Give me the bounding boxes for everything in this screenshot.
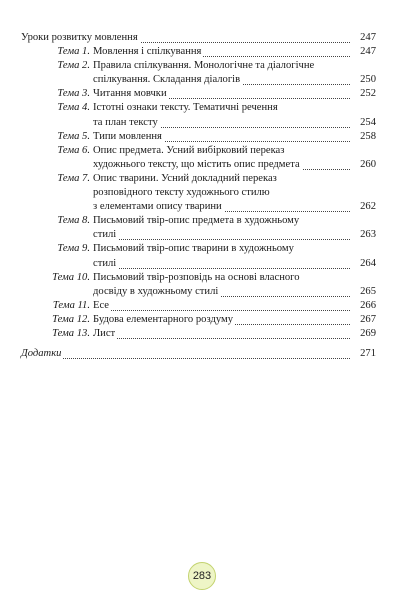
topic-label: Тема 8. bbox=[57, 215, 90, 227]
topic-title-line: Читання мовчки bbox=[93, 87, 169, 101]
appendix-page: 271 bbox=[358, 347, 376, 361]
topic-line bbox=[93, 59, 376, 73]
topic-title-line: та план тексту bbox=[93, 116, 160, 130]
topic-line bbox=[93, 214, 376, 228]
toc-entry bbox=[21, 144, 376, 172]
topic-title-line: Істотні ознаки тексту. Тематичні речення bbox=[93, 101, 280, 115]
topic-title-line: Лист bbox=[93, 327, 117, 341]
topic-title-line: художнього тексту, що містить опис предмета bbox=[93, 158, 302, 172]
topic-title-line: Опис тварини. Усний докладний переказ bbox=[93, 172, 279, 186]
topic-line bbox=[93, 271, 376, 285]
topic-line bbox=[93, 172, 376, 186]
topic-title-line: Есе bbox=[93, 299, 111, 313]
topic-line bbox=[93, 45, 376, 59]
leader-dots bbox=[93, 268, 350, 269]
topic-title-line: з елементами опису тварини bbox=[93, 200, 224, 214]
topic-title-line: Будова елементарного роздуму bbox=[93, 313, 235, 327]
topic-line bbox=[93, 327, 376, 341]
topic-title-line: Правила спілкування. Монологічне та діалогічне bbox=[93, 59, 316, 73]
topic-text bbox=[93, 59, 376, 87]
topic-text bbox=[93, 45, 376, 59]
appendix-row bbox=[21, 347, 376, 361]
topic-title-line: Письмовий твір-розповідь на основі власного bbox=[93, 271, 302, 285]
topic-label: Тема 9. bbox=[57, 243, 90, 255]
topic-text bbox=[93, 144, 376, 172]
topic-page: 266 bbox=[358, 299, 376, 313]
section-page: 247 bbox=[358, 31, 376, 45]
section-title: Уроки розвитку мовлення bbox=[21, 31, 140, 45]
toc-entry bbox=[21, 313, 376, 327]
topic-line bbox=[93, 144, 376, 158]
topic-text bbox=[93, 313, 376, 327]
topic-page: 265 bbox=[358, 285, 376, 299]
section-heading-row bbox=[21, 31, 376, 45]
topic-line bbox=[93, 200, 376, 214]
topic-label: Тема 13. bbox=[52, 327, 90, 339]
toc-entry bbox=[21, 214, 376, 242]
topic-line bbox=[93, 158, 376, 172]
topic-title-line: стилі bbox=[93, 228, 118, 242]
entries-list bbox=[21, 45, 376, 341]
topic-title-line: Типи мовлення bbox=[93, 130, 164, 144]
topic-page: 267 bbox=[358, 313, 376, 327]
page-number-badge: 283 bbox=[188, 562, 216, 590]
toc-entry bbox=[21, 130, 376, 144]
leader-dots bbox=[93, 310, 350, 311]
topic-title-line: розповідного тексту художнього стилю bbox=[93, 186, 272, 200]
topic-title-line: Письмовий твір-опис тварини в художньому bbox=[93, 242, 296, 256]
topic-label: Тема 4. bbox=[57, 102, 90, 114]
topic-label: Тема 7. bbox=[57, 172, 90, 184]
topic-label: Тема 5. bbox=[57, 130, 90, 142]
topic-text bbox=[93, 101, 376, 129]
leader-dots bbox=[21, 358, 350, 359]
toc-entry bbox=[21, 45, 376, 59]
topic-line bbox=[93, 242, 376, 256]
topic-page: 263 bbox=[358, 228, 376, 242]
toc-entry bbox=[21, 172, 376, 214]
leader-dots bbox=[93, 239, 350, 240]
toc-entry bbox=[21, 59, 376, 87]
topic-title-line: досвіду в художньому стилі bbox=[93, 285, 220, 299]
toc-entry bbox=[21, 242, 376, 270]
topic-text bbox=[93, 299, 376, 313]
leader-dots bbox=[93, 338, 350, 339]
topic-title-line: Мовлення і спілкування bbox=[93, 45, 203, 59]
topic-label: Тема 12. bbox=[52, 313, 90, 325]
topic-page: 269 bbox=[358, 327, 376, 341]
topic-text bbox=[93, 327, 376, 341]
topic-page: 262 bbox=[358, 200, 376, 214]
topic-page: 254 bbox=[358, 116, 376, 130]
topic-page: 250 bbox=[358, 73, 376, 87]
topic-title-line: спілкування. Складання діалогів bbox=[93, 73, 242, 87]
topic-page: 247 bbox=[358, 45, 376, 59]
topic-line bbox=[93, 186, 376, 200]
topic-text bbox=[93, 172, 376, 214]
topic-page: 260 bbox=[358, 158, 376, 172]
topic-line bbox=[93, 116, 376, 130]
topic-text bbox=[93, 87, 376, 101]
topic-label: Тема 3. bbox=[57, 88, 90, 100]
topic-title-line: Письмовий твір-опис предмета в художньому bbox=[93, 214, 301, 228]
topic-line bbox=[93, 87, 376, 101]
toc-entry bbox=[21, 87, 376, 101]
toc-entry bbox=[21, 327, 376, 341]
topic-line bbox=[93, 299, 376, 313]
appendix-title: Додатки bbox=[21, 347, 63, 361]
topic-text bbox=[93, 214, 376, 242]
topic-line bbox=[93, 228, 376, 242]
topic-line bbox=[93, 73, 376, 87]
topic-text bbox=[93, 271, 376, 299]
topic-title-line: Опис предмета. Усний вибірковий переказ bbox=[93, 144, 286, 158]
topic-label: Тема 6. bbox=[57, 144, 90, 156]
topic-label: Тема 1. bbox=[57, 46, 90, 58]
table-of-contents bbox=[21, 31, 376, 361]
toc-entry bbox=[21, 101, 376, 129]
toc-entry bbox=[21, 299, 376, 313]
topic-line bbox=[93, 101, 376, 115]
topic-line bbox=[93, 285, 376, 299]
topic-title-line: стилі bbox=[93, 257, 118, 271]
topic-page: 258 bbox=[358, 130, 376, 144]
topic-text bbox=[93, 130, 376, 144]
topic-label: Тема 11. bbox=[52, 299, 90, 311]
toc-entry bbox=[21, 271, 376, 299]
topic-line bbox=[93, 130, 376, 144]
topic-text bbox=[93, 242, 376, 270]
topic-page: 264 bbox=[358, 257, 376, 271]
topic-line bbox=[93, 257, 376, 271]
topic-label: Тема 10. bbox=[52, 271, 90, 283]
topic-label: Тема 2. bbox=[57, 60, 90, 72]
topic-page: 252 bbox=[358, 87, 376, 101]
topic-line bbox=[93, 313, 376, 327]
